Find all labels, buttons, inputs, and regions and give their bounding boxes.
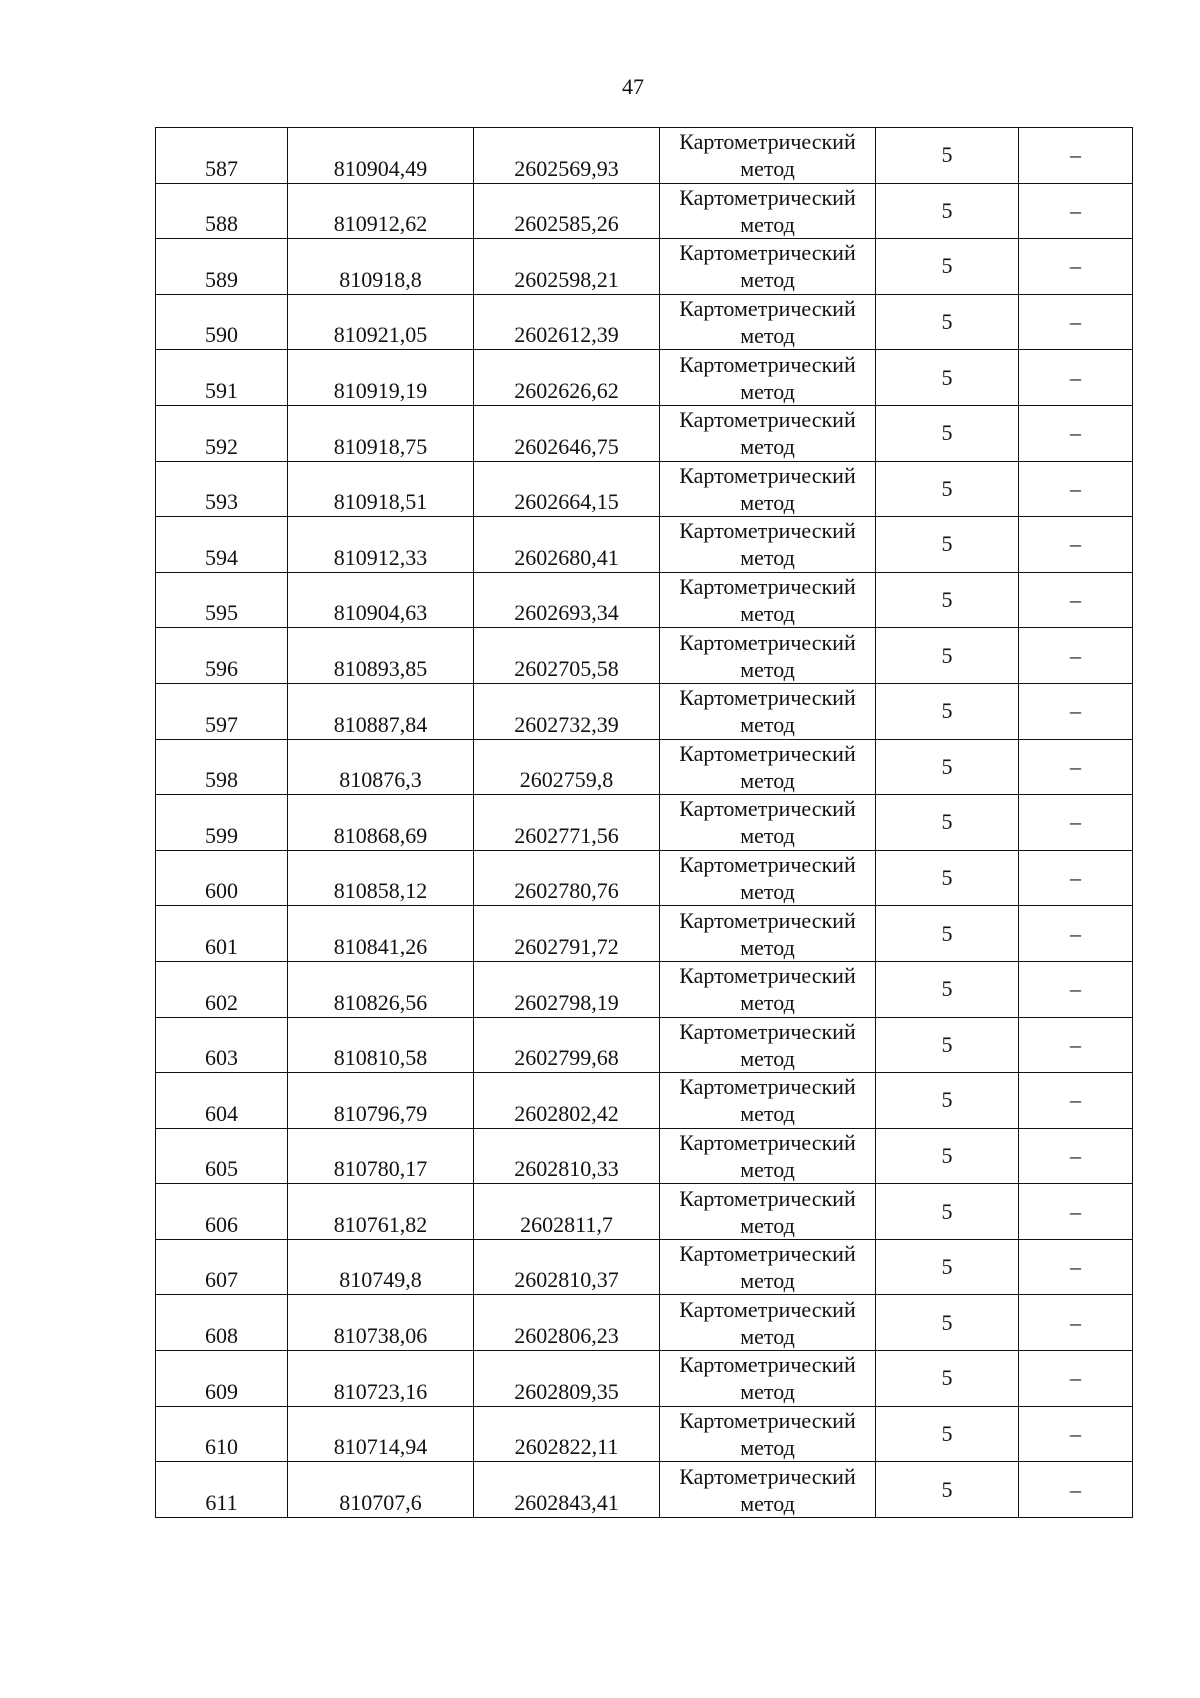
y-coordinate-cell: 2602799,68: [474, 1017, 660, 1073]
method-line-2: метод: [740, 211, 795, 237]
x-coordinate-cell: 810918,75: [288, 405, 474, 461]
point-number-cell: 608: [156, 1295, 288, 1351]
method-cell: [660, 517, 876, 573]
point-number-cell: 588: [156, 183, 288, 239]
accuracy-cell: 5: [876, 461, 1019, 517]
method-cell: [660, 1239, 876, 1295]
method-line-2: метод: [740, 1379, 795, 1405]
note-cell: –: [1019, 628, 1133, 684]
method-line-2: метод: [740, 267, 795, 293]
method-cell: [660, 628, 876, 684]
method-line-1: Картометрический: [679, 462, 856, 488]
method-line-1: Картометрический: [679, 518, 856, 544]
method-line-1: Картометрический: [679, 1185, 856, 1211]
table-row: [156, 183, 1133, 239]
method-cell: [660, 350, 876, 406]
method-cell: [660, 1128, 876, 1184]
y-coordinate-cell: 2602780,76: [474, 850, 660, 906]
method-line-2: метод: [740, 1101, 795, 1127]
note-cell: –: [1019, 572, 1133, 628]
method-line-2: метод: [740, 879, 795, 905]
y-coordinate-cell: 2602680,41: [474, 517, 660, 573]
note-cell: –: [1019, 1406, 1133, 1462]
table-row: [156, 1128, 1133, 1184]
method-line-1: Картометрический: [679, 1129, 856, 1155]
y-coordinate-cell: 2602732,39: [474, 683, 660, 739]
x-coordinate-cell: 810723,16: [288, 1351, 474, 1407]
note-cell: –: [1019, 239, 1133, 295]
note-cell: –: [1019, 1351, 1133, 1407]
note-cell: –: [1019, 961, 1133, 1017]
table-row: [156, 1351, 1133, 1407]
y-coordinate-cell: 2602585,26: [474, 183, 660, 239]
note-cell: –: [1019, 517, 1133, 573]
y-coordinate-cell: 2602612,39: [474, 294, 660, 350]
method-line-1: Картометрический: [679, 407, 856, 433]
note-cell: –: [1019, 683, 1133, 739]
method-cell: [660, 906, 876, 962]
accuracy-cell: 5: [876, 850, 1019, 906]
accuracy-cell: 5: [876, 683, 1019, 739]
x-coordinate-cell: 810904,49: [288, 128, 474, 184]
method-cell: [660, 294, 876, 350]
y-coordinate-cell: 2602791,72: [474, 906, 660, 962]
table-row: [156, 517, 1133, 573]
y-coordinate-cell: 2602646,75: [474, 405, 660, 461]
y-coordinate-cell: 2602798,19: [474, 961, 660, 1017]
method-cell: [660, 239, 876, 295]
point-number-cell: 611: [156, 1462, 288, 1518]
table-row: [156, 1462, 1133, 1518]
method-line-1: Картометрический: [679, 1018, 856, 1044]
x-coordinate-cell: 810876,3: [288, 739, 474, 795]
method-line-2: метод: [740, 489, 795, 515]
page-number: 47: [622, 74, 644, 99]
table-row: [156, 1239, 1133, 1295]
accuracy-cell: 5: [876, 1406, 1019, 1462]
point-number-cell: 607: [156, 1239, 288, 1295]
method-line-1: Картометрический: [679, 629, 856, 655]
x-coordinate-cell: 810810,58: [288, 1017, 474, 1073]
x-coordinate-cell: 810912,33: [288, 517, 474, 573]
method-cell: [660, 683, 876, 739]
accuracy-cell: 5: [876, 1017, 1019, 1073]
method-line-2: метод: [740, 767, 795, 793]
x-coordinate-cell: 810707,6: [288, 1462, 474, 1518]
x-coordinate-cell: 810893,85: [288, 628, 474, 684]
point-number-cell: 600: [156, 850, 288, 906]
accuracy-cell: 5: [876, 1462, 1019, 1518]
table-row: [156, 961, 1133, 1017]
point-number-cell: 599: [156, 795, 288, 851]
method-cell: [660, 739, 876, 795]
accuracy-cell: 5: [876, 294, 1019, 350]
method-cell: [660, 1017, 876, 1073]
x-coordinate-cell: 810796,79: [288, 1073, 474, 1129]
note-cell: –: [1019, 294, 1133, 350]
method-line-1: Картометрический: [679, 1463, 856, 1489]
point-number-cell: 593: [156, 461, 288, 517]
y-coordinate-cell: 2602810,33: [474, 1128, 660, 1184]
method-line-1: Картометрический: [679, 184, 856, 210]
x-coordinate-cell: 810904,63: [288, 572, 474, 628]
note-cell: –: [1019, 461, 1133, 517]
y-coordinate-cell: 2602626,62: [474, 350, 660, 406]
accuracy-cell: 5: [876, 628, 1019, 684]
point-number-cell: 597: [156, 683, 288, 739]
method-line-1: Картометрический: [679, 963, 856, 989]
table-row: [156, 1073, 1133, 1129]
method-cell: [660, 1462, 876, 1518]
note-cell: –: [1019, 739, 1133, 795]
method-line-1: Картометрический: [679, 1296, 856, 1322]
method-cell: [660, 1295, 876, 1351]
x-coordinate-cell: 810912,62: [288, 183, 474, 239]
note-cell: –: [1019, 405, 1133, 461]
accuracy-cell: 5: [876, 1184, 1019, 1240]
accuracy-cell: 5: [876, 961, 1019, 1017]
accuracy-cell: 5: [876, 1128, 1019, 1184]
point-number-cell: 606: [156, 1184, 288, 1240]
method-line-2: метод: [740, 323, 795, 349]
accuracy-cell: 5: [876, 183, 1019, 239]
table-row: [156, 628, 1133, 684]
method-line-2: метод: [740, 434, 795, 460]
accuracy-cell: 5: [876, 795, 1019, 851]
x-coordinate-cell: 810738,06: [288, 1295, 474, 1351]
x-coordinate-cell: 810841,26: [288, 906, 474, 962]
method-cell: [660, 1073, 876, 1129]
x-coordinate-cell: 810919,19: [288, 350, 474, 406]
point-number-cell: 598: [156, 739, 288, 795]
method-line-2: метод: [740, 1212, 795, 1238]
point-number-cell: 604: [156, 1073, 288, 1129]
x-coordinate-cell: 810858,12: [288, 850, 474, 906]
point-number-cell: 595: [156, 572, 288, 628]
method-cell: [660, 1184, 876, 1240]
method-line-1: Картометрический: [679, 574, 856, 600]
point-number-cell: 590: [156, 294, 288, 350]
coordinates-table: [155, 127, 1133, 1518]
x-coordinate-cell: 810918,51: [288, 461, 474, 517]
accuracy-cell: 5: [876, 739, 1019, 795]
table-row: [156, 739, 1133, 795]
y-coordinate-cell: 2602771,56: [474, 795, 660, 851]
point-number-cell: 609: [156, 1351, 288, 1407]
y-coordinate-cell: 2602664,15: [474, 461, 660, 517]
method-line-2: метод: [740, 156, 795, 182]
point-number-cell: 605: [156, 1128, 288, 1184]
table-row: [156, 850, 1133, 906]
x-coordinate-cell: 810714,94: [288, 1406, 474, 1462]
method-line-2: метод: [740, 1045, 795, 1071]
accuracy-cell: 5: [876, 1073, 1019, 1129]
y-coordinate-cell: 2602806,23: [474, 1295, 660, 1351]
point-number-cell: 587: [156, 128, 288, 184]
method-line-2: метод: [740, 656, 795, 682]
method-line-1: Картометрический: [679, 240, 856, 266]
point-number-cell: 603: [156, 1017, 288, 1073]
point-number-cell: 591: [156, 350, 288, 406]
y-coordinate-cell: 2602705,58: [474, 628, 660, 684]
point-number-cell: 596: [156, 628, 288, 684]
point-number-cell: 589: [156, 239, 288, 295]
table-row: [156, 294, 1133, 350]
point-number-cell: 594: [156, 517, 288, 573]
note-cell: –: [1019, 1295, 1133, 1351]
method-line-1: Картометрический: [679, 907, 856, 933]
point-number-cell: 610: [156, 1406, 288, 1462]
note-cell: –: [1019, 1017, 1133, 1073]
x-coordinate-cell: 810921,05: [288, 294, 474, 350]
accuracy-cell: 5: [876, 517, 1019, 573]
y-coordinate-cell: 2602569,93: [474, 128, 660, 184]
note-cell: –: [1019, 906, 1133, 962]
x-coordinate-cell: 810761,82: [288, 1184, 474, 1240]
method-line-1: Картометрический: [679, 1407, 856, 1433]
method-line-1: Картометрический: [679, 351, 856, 377]
y-coordinate-cell: 2602693,34: [474, 572, 660, 628]
accuracy-cell: 5: [876, 239, 1019, 295]
note-cell: –: [1019, 850, 1133, 906]
method-line-2: метод: [740, 545, 795, 571]
x-coordinate-cell: 810887,84: [288, 683, 474, 739]
point-number-cell: 602: [156, 961, 288, 1017]
method-cell: [660, 1351, 876, 1407]
note-cell: –: [1019, 1128, 1133, 1184]
method-line-2: метод: [740, 1434, 795, 1460]
method-line-1: Картометрический: [679, 1241, 856, 1267]
x-coordinate-cell: 810749,8: [288, 1239, 474, 1295]
method-line-1: Картометрический: [679, 129, 856, 155]
table-row: [156, 461, 1133, 517]
method-line-2: метод: [740, 378, 795, 404]
y-coordinate-cell: 2602822,11: [474, 1406, 660, 1462]
x-coordinate-cell: 810918,8: [288, 239, 474, 295]
method-cell: [660, 572, 876, 628]
y-coordinate-cell: 2602811,7: [474, 1184, 660, 1240]
coordinates-table-body: [156, 128, 1133, 1518]
method-line-2: метод: [740, 934, 795, 960]
table-row: [156, 128, 1133, 184]
table-row: [156, 1184, 1133, 1240]
x-coordinate-cell: 810826,56: [288, 961, 474, 1017]
method-line-1: Картометрический: [679, 1352, 856, 1378]
table-row: [156, 350, 1133, 406]
accuracy-cell: 5: [876, 1351, 1019, 1407]
note-cell: –: [1019, 1073, 1133, 1129]
method-cell: [660, 961, 876, 1017]
y-coordinate-cell: 2602810,37: [474, 1239, 660, 1295]
table-row: [156, 405, 1133, 461]
method-line-1: Картометрический: [679, 296, 856, 322]
note-cell: –: [1019, 1239, 1133, 1295]
note-cell: –: [1019, 1184, 1133, 1240]
accuracy-cell: 5: [876, 405, 1019, 461]
method-line-1: Картометрический: [679, 1074, 856, 1100]
table-row: [156, 683, 1133, 739]
table-row: [156, 1295, 1133, 1351]
method-line-2: метод: [740, 1156, 795, 1182]
note-cell: –: [1019, 183, 1133, 239]
method-line-2: метод: [740, 601, 795, 627]
table-row: [156, 1406, 1133, 1462]
y-coordinate-cell: 2602843,41: [474, 1462, 660, 1518]
y-coordinate-cell: 2602598,21: [474, 239, 660, 295]
x-coordinate-cell: 810868,69: [288, 795, 474, 851]
method-cell: [660, 128, 876, 184]
method-line-1: Картометрический: [679, 685, 856, 711]
y-coordinate-cell: 2602809,35: [474, 1351, 660, 1407]
method-cell: [660, 461, 876, 517]
method-line-2: метод: [740, 712, 795, 738]
table-row: [156, 1017, 1133, 1073]
accuracy-cell: 5: [876, 128, 1019, 184]
method-line-2: метод: [740, 1323, 795, 1349]
method-cell: [660, 850, 876, 906]
method-line-1: Картометрический: [679, 796, 856, 822]
method-line-2: метод: [740, 990, 795, 1016]
note-cell: –: [1019, 795, 1133, 851]
method-cell: [660, 183, 876, 239]
method-cell: [660, 405, 876, 461]
point-number-cell: 592: [156, 405, 288, 461]
table-row: [156, 572, 1133, 628]
method-line-1: Картометрический: [679, 852, 856, 878]
table-row: [156, 795, 1133, 851]
point-number-cell: 601: [156, 906, 288, 962]
x-coordinate-cell: 810780,17: [288, 1128, 474, 1184]
note-cell: –: [1019, 128, 1133, 184]
method-line-1: Картометрический: [679, 740, 856, 766]
y-coordinate-cell: 2602802,42: [474, 1073, 660, 1129]
note-cell: –: [1019, 1462, 1133, 1518]
y-coordinate-cell: 2602759,8: [474, 739, 660, 795]
method-cell: [660, 795, 876, 851]
accuracy-cell: 5: [876, 906, 1019, 962]
method-line-2: метод: [740, 1490, 795, 1516]
method-line-2: метод: [740, 1268, 795, 1294]
table-row: [156, 906, 1133, 962]
method-cell: [660, 1406, 876, 1462]
accuracy-cell: 5: [876, 350, 1019, 406]
table-row: [156, 239, 1133, 295]
note-cell: –: [1019, 350, 1133, 406]
accuracy-cell: 5: [876, 1239, 1019, 1295]
accuracy-cell: 5: [876, 572, 1019, 628]
accuracy-cell: 5: [876, 1295, 1019, 1351]
method-line-2: метод: [740, 823, 795, 849]
